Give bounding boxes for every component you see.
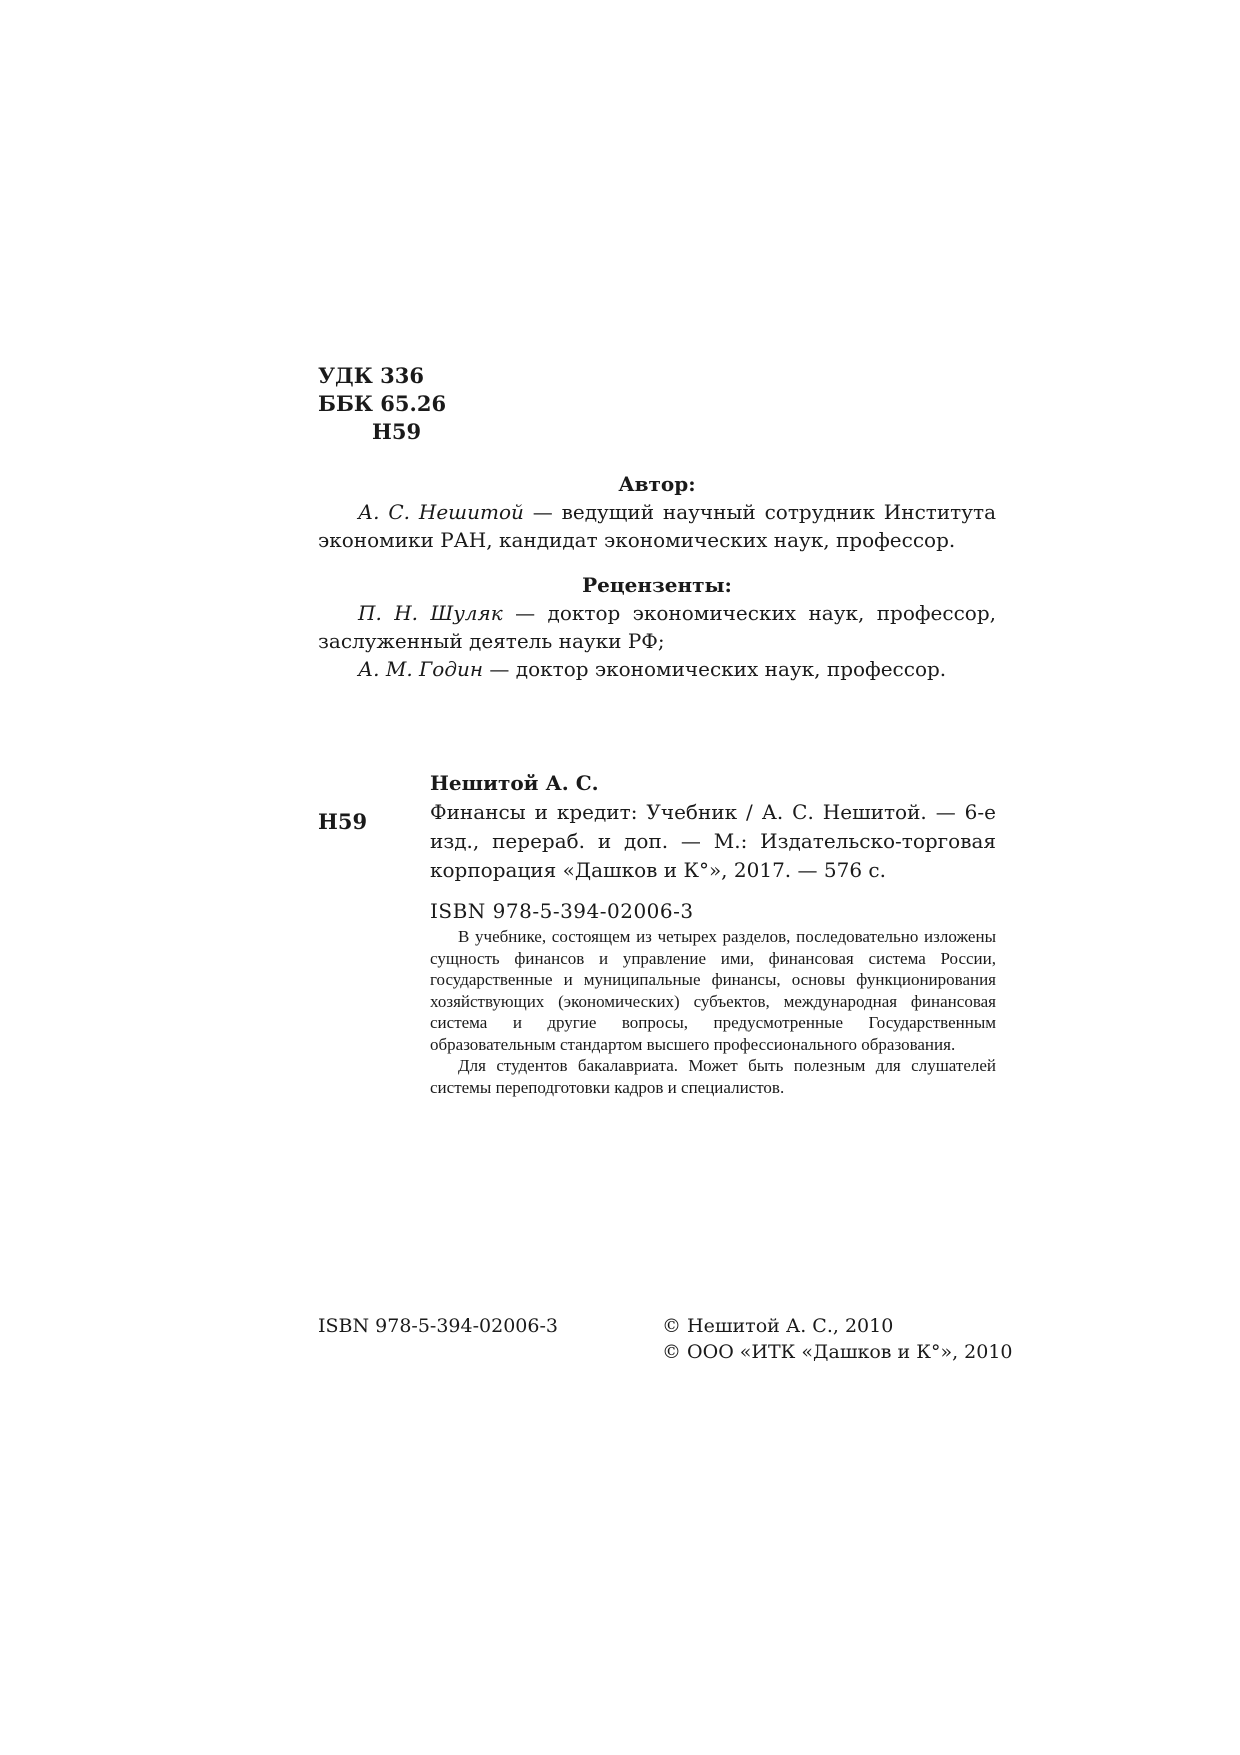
reviewer-2-name: А. М. Годин — [358, 657, 484, 681]
copyright-author: © Нешитой А. С., 2010 — [662, 1315, 894, 1337]
abstract — [430, 926, 996, 1098]
footer-isbn: ISBN 978-5-394-02006-3 — [318, 1315, 558, 1337]
author-section — [318, 470, 996, 554]
catalog-mark: Н59 — [318, 809, 368, 834]
reviewer-2-info: — доктор экономических наук, профессор. — [483, 657, 947, 681]
author-name: А. С. Нешитой — [358, 500, 524, 524]
reviewer-2 — [318, 655, 996, 683]
abstract-paragraph-2: Для студентов бакалавриата. Может быть полезным для слушателей системы переподготовки кадров и специалистов. — [430, 1056, 996, 1097]
classification-codes — [318, 362, 446, 446]
reviewer-1-name: П. Н. Шуляк — [358, 601, 503, 625]
author-heading: Автор: — [618, 472, 696, 496]
reviewers-section — [318, 571, 996, 683]
udk-code: УДК 336 — [318, 363, 424, 388]
abstract-paragraph-1: В учебнике, состоящем из четырех разделов, последовательно изложены сущность финансов и управление ими, финансовая система России, государственные и муниципальные финансы, основы функционирования хозяйствующих (экономических) субъектов, международная финансовая система и другие вопросы, предусмотренные Государственным образовательным стандартом высшего профессионального образования. — [430, 927, 996, 1054]
reviewer-1 — [318, 599, 996, 655]
bbk-code: ББК 65.26 — [318, 391, 447, 416]
author-mark: Н59 — [372, 419, 422, 444]
catalog-author: Нешитой А. С. — [430, 771, 599, 795]
catalog-description: Финансы и кредит: Учебник / А. С. Нешитой. — 6-е изд., перераб. и доп. — М.: Издательско-торговая корпорация «Дашков и К°», 2017. — 576 с. — [430, 800, 996, 882]
copyright-publisher: © ООО «ИТК «Дашков и К°», 2010 — [662, 1341, 1013, 1363]
author-description — [318, 498, 996, 554]
author-info: — ведущий научный сотрудник Института экономики РАН, кандидат экономических наук, профессор. — [318, 500, 996, 552]
reviewer-1-info: — доктор экономических наук, профессор, заслуженный деятель науки РФ; — [318, 601, 996, 653]
catalog-isbn: ISBN 978-5-394-02006-3 — [430, 899, 694, 923]
reviewers-heading: Рецензенты: — [582, 573, 732, 597]
footer-copyrights — [662, 1313, 1013, 1365]
catalog-entry — [430, 769, 996, 926]
